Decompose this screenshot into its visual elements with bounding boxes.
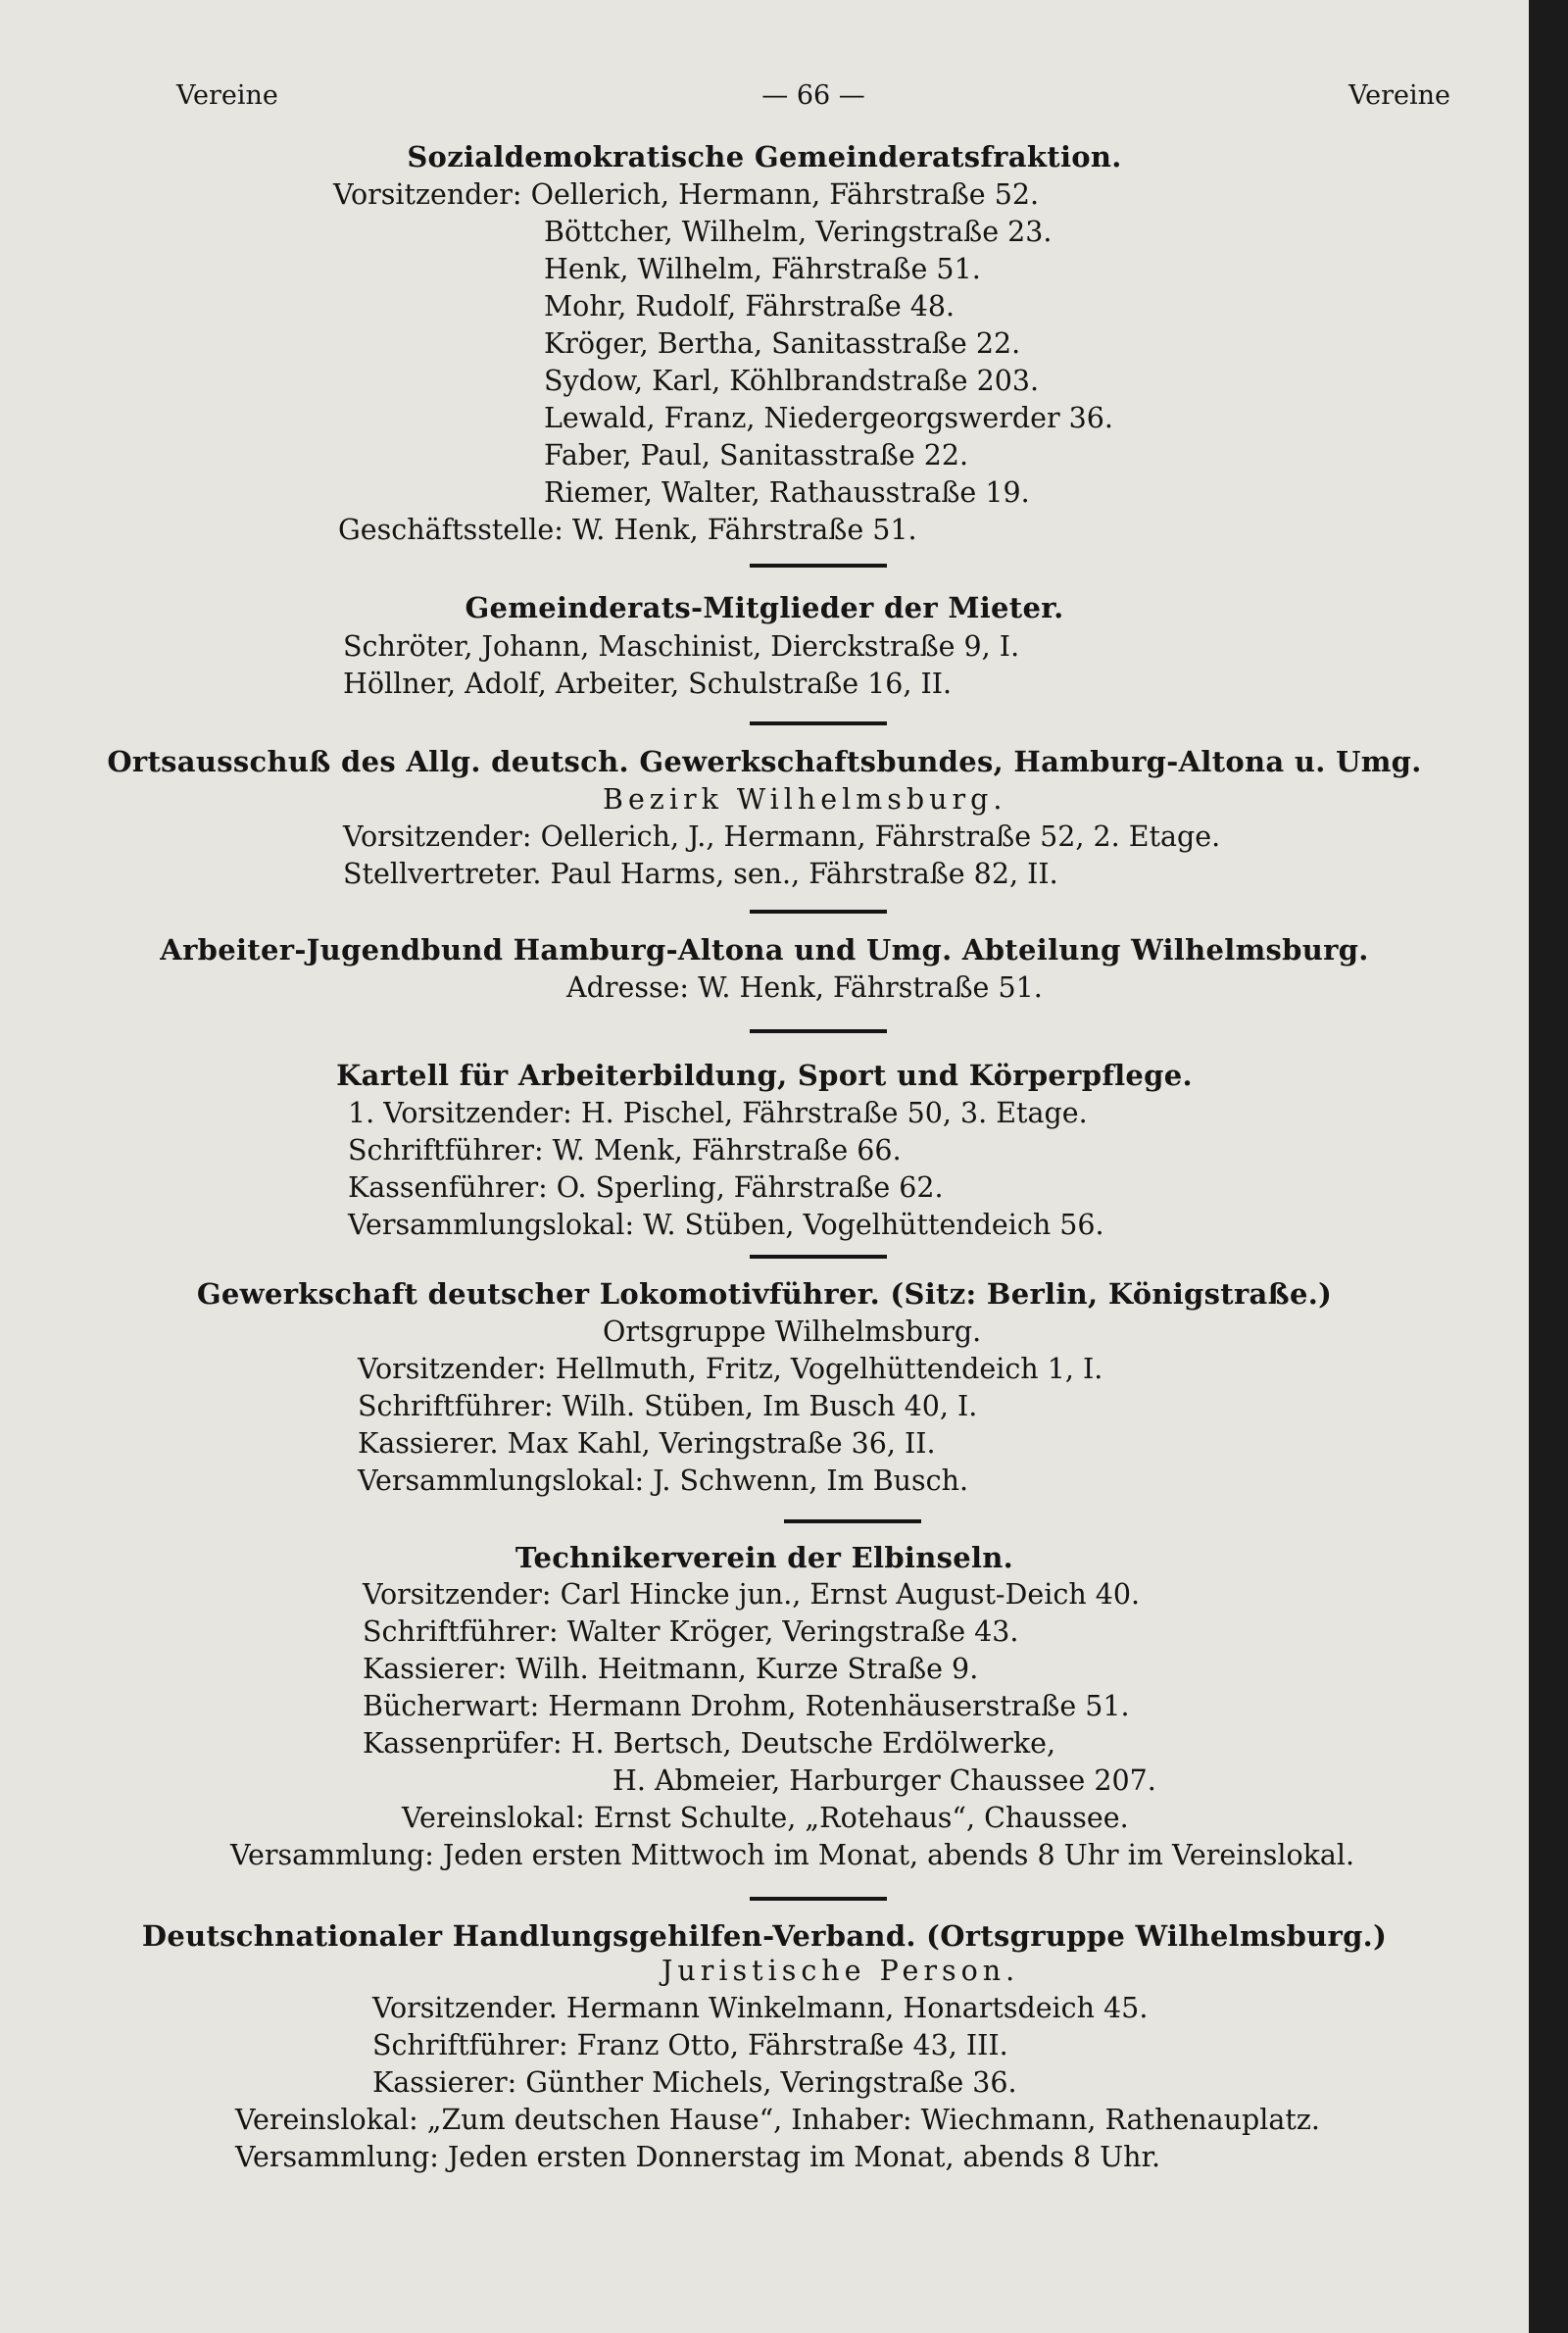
entry-line: Sydow, Karl, Köhlbrandstraße 203. (544, 365, 1040, 397)
entry-line: Riemer, Walter, Rathausstraße 19. (544, 476, 1030, 509)
section-title: Gemeinderats-Mitglieder der Mieter. (465, 591, 1064, 624)
section-title: Deutschnationaler Handlungsgehilfen-Verband. (Ortsgruppe Wilhelmsburg.) (141, 1919, 1388, 1953)
section-title: Arbeiter-Jugendbund Hamburg-Altona und Umg. Abteilung Wilhelmsburg. (160, 933, 1369, 967)
entry-line: Kassenprüfer: H. Bertsch, Deutsche Erdölwerke, (363, 1727, 1056, 1760)
entry-line: Geschäftsstelle: W. Henk, Fährstraße 51. (338, 514, 917, 546)
page-header (176, 80, 1450, 120)
section-title: Kartell für Arbeiterbildung, Sport und Körperpflege. (336, 1059, 1193, 1092)
entry-line: Juristische Person. (662, 1955, 1020, 1987)
entry-line: Schröter, Johann, Maschinist, Dierckstraße 9, I. (343, 630, 1020, 663)
entry-line: Schriftführer: Walter Kröger, Veringstraße 43. (363, 1615, 1019, 1648)
entry-line: Versammlungslokal: J. Schwenn, Im Busch. (358, 1464, 969, 1497)
section-title: Sozialdemokratische Gemeinderatsfraktion. (407, 140, 1122, 174)
entry-line: Versammlungslokal: W. Stüben, Vogelhüttendeich 56. (348, 1209, 1104, 1241)
entry-line: Adresse: W. Henk, Fährstraße 51. (566, 971, 1043, 1004)
entry-line: Bücherwart: Hermann Drohm, Rotenhäuserstraße 51. (363, 1690, 1130, 1722)
entry-line: Böttcher, Wilhelm, Veringstraße 23. (544, 216, 1053, 248)
section-divider (750, 1897, 887, 1901)
entry-line: Stellvertreter. Paul Harms, sen., Fährstraße 82, II. (343, 858, 1058, 890)
district-subtitle: Bezirk Wilhelmsburg. (603, 783, 1007, 816)
entry-line: Vereinslokal: Ernst Schulte, „Rotehaus“, Chaussee. (402, 1802, 1129, 1834)
entry-line: Faber, Paul, Sanitasstraße 22. (544, 439, 969, 472)
section-divider (750, 1029, 887, 1033)
entry-line: Kassenführer: O. Sperling, Fährstraße 62. (348, 1171, 944, 1204)
section-divider (750, 1255, 887, 1259)
entry-line: Lewald, Franz, Niedergeorgswerder 36. (544, 402, 1113, 434)
header-left: Vereine (176, 80, 278, 111)
section-divider (750, 721, 887, 725)
entry-line: Schriftführer: W. Menk, Fährstraße 66. (348, 1134, 902, 1166)
entry-line: Kassierer: Günther Michels, Veringstraße 36. (372, 2066, 1017, 2099)
entry-line: Versammlung: Jeden ersten Donnerstag im Monat, abends 8 Uhr. (235, 2141, 1161, 2173)
entry-line: Versammlung: Jeden ersten Mittwoch im Monat, abends 8 Uhr im Vereinslokal. (230, 1839, 1355, 1871)
entry-line: Vereinslokal: „Zum deutschen Hause“, Inhaber: Wiechmann, Rathenauplatz. (235, 2104, 1320, 2136)
section-title: Gewerkschaft deutscher Lokomotivführer. (Sitz: Berlin, Königstraße.) (196, 1277, 1333, 1311)
section-title: Ortsausschuß des Allg. deutsch. Gewerkschaftsbundes, Hamburg-Altona u. Umg. (107, 745, 1422, 778)
entry-line: Kassierer: Wilh. Heitmann, Kurze Straße 9. (363, 1653, 979, 1685)
section-title: Technikerverein der Elbinseln. (514, 1541, 1014, 1574)
entry-line: Schriftführer: Wilh. Stüben, Im Busch 40, I. (358, 1390, 978, 1422)
page-number: — 66 — (761, 80, 865, 111)
entry-line: Höllner, Adolf, Arbeiter, Schulstraße 16, II. (343, 668, 953, 700)
entry-line: Mohr, Rudolf, Fährstraße 48. (544, 290, 956, 323)
entry-line: Henk, Wilhelm, Fährstraße 51. (544, 253, 981, 285)
entry-line: H. Abmeier, Harburger Chaussee 207. (612, 1764, 1156, 1797)
entry-line: Kröger, Bertha, Sanitasstraße 22. (544, 327, 1021, 360)
entry-line: Vorsitzender. Hermann Winkelmann, Honartsdeich 45. (372, 1992, 1149, 2024)
section-divider (750, 564, 887, 568)
header-right: Vereine (1348, 80, 1450, 111)
entry-line: Vorsitzender: Hellmuth, Fritz, Vogelhüttendeich 1, I. (358, 1353, 1103, 1385)
entry-line: Vorsitzender: Oellerich, Hermann, Fährstraße 52. (333, 178, 1040, 211)
entry-line: Ortsgruppe Wilhelmsburg. (603, 1315, 982, 1348)
section-divider (750, 910, 887, 914)
entry-line: 1. Vorsitzender: H. Pischel, Fährstraße 50, 3. Etage. (348, 1097, 1088, 1129)
entry-line: Kassierer. Max Kahl, Veringstraße 36, II. (358, 1427, 936, 1460)
entry-line: Schriftführer: Franz Otto, Fährstraße 43, III. (372, 2029, 1008, 2061)
entry-line: Vorsitzender: Oellerich, J., Hermann, Fährstraße 52, 2. Etage. (343, 820, 1221, 853)
section-divider (784, 1519, 921, 1523)
entry-line: Vorsitzender: Carl Hincke jun., Ernst August-Deich 40. (363, 1578, 1141, 1611)
